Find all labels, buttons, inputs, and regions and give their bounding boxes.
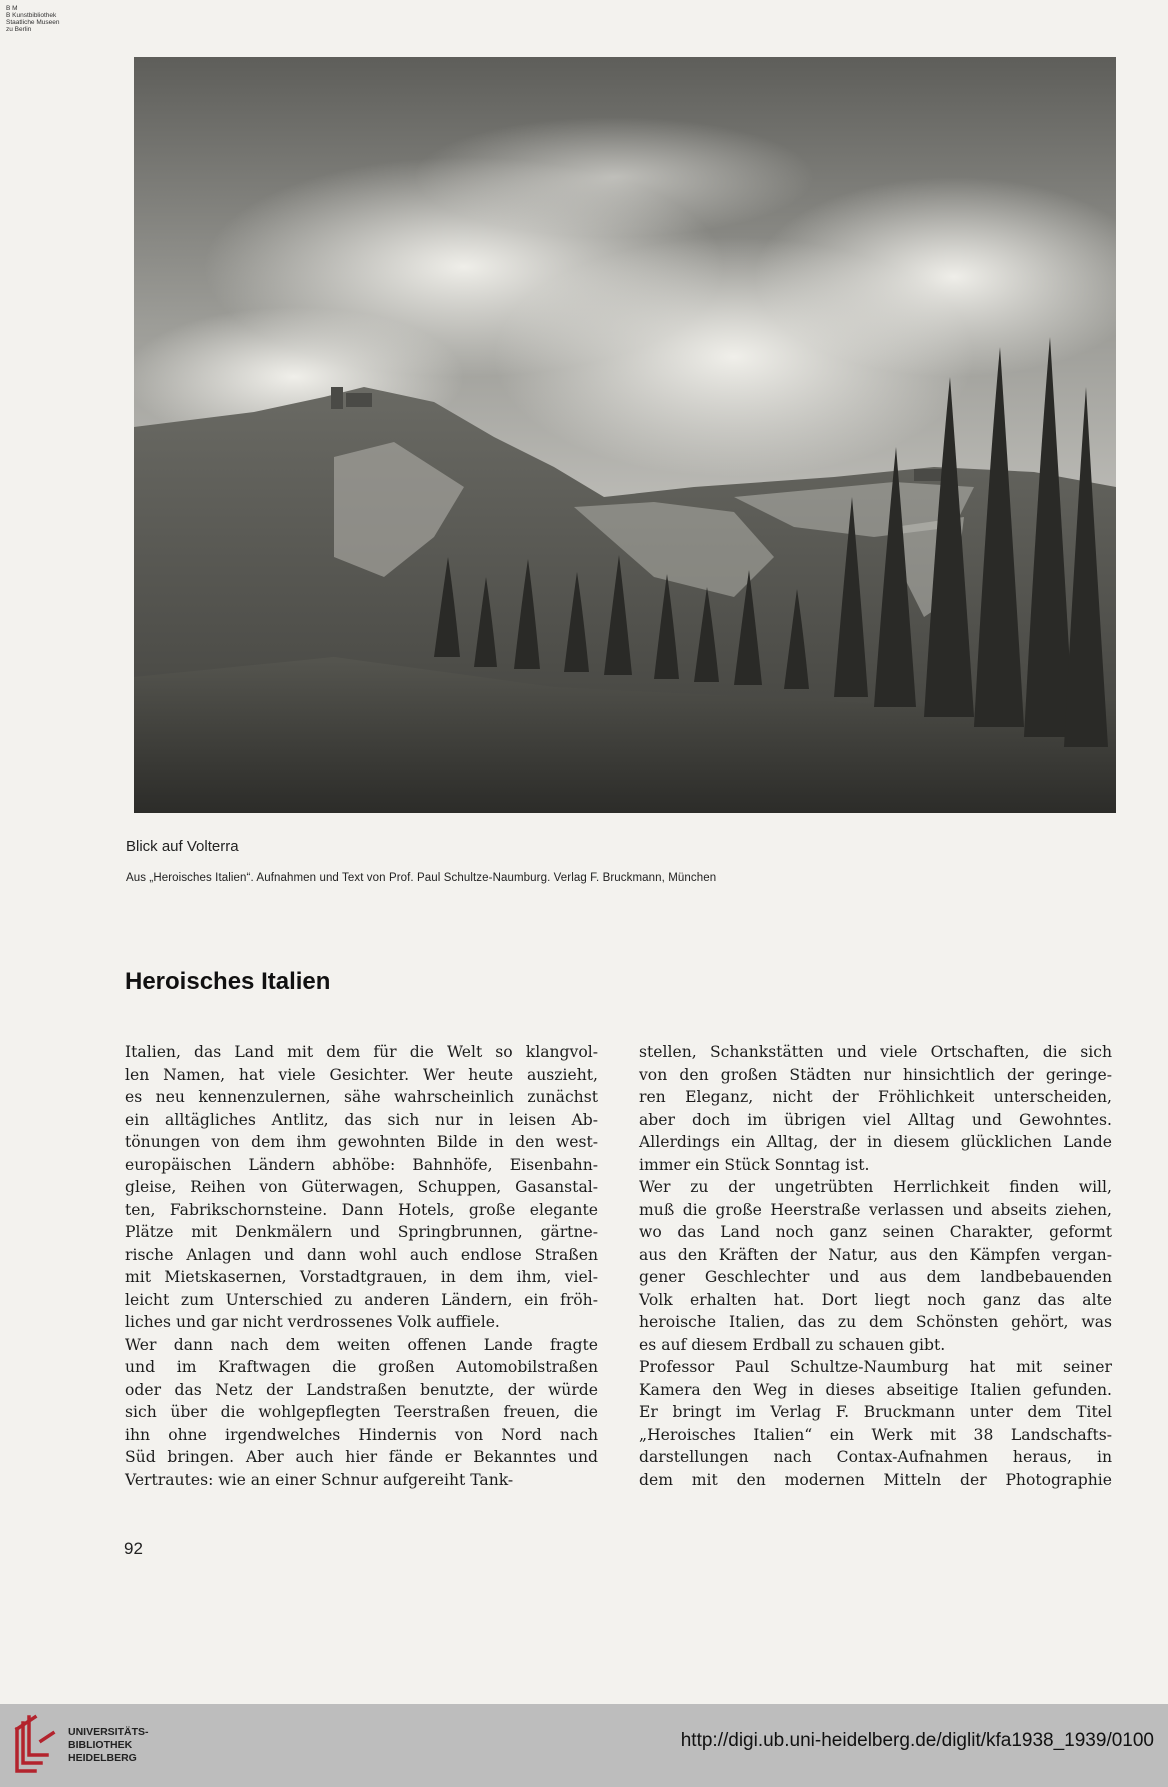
library-stamp	[6, 5, 59, 33]
source-url-link[interactable]: http://digi.ub.uni-heidelberg.de/diglit/kfa1938_1939/0100	[680, 1730, 1154, 1751]
article-text-line: darstellungen nach Contax-Aufnahmen heraus, in	[639, 1448, 1112, 1466]
library-logo-icon	[13, 1711, 57, 1775]
article-text-line: wo das Land noch ganz seinen Charakter, geformt	[639, 1223, 1112, 1241]
article-text-line: europäischen Ländern abhöbe: Bahnhöfe, Eisenbahn-	[125, 1155, 598, 1174]
article-text-line: Vertrautes: wie an einer Schnur aufgereiht Tank-	[125, 1470, 514, 1489]
article-text-line: muß die große Heerstraße verlassen und abseits ziehen,	[639, 1200, 1112, 1219]
article-text-line: Italien, das Land mit dem für die Welt so klangvol-	[125, 1043, 598, 1061]
article-text-line: mit Mietskasernen, Vorstadtgrauen, in dem ihm, viel-	[125, 1268, 598, 1286]
article-text-line: ten, Fabrikschornsteine. Dann Hotels, große elegante	[125, 1200, 598, 1219]
article-column-left	[125, 1041, 598, 1491]
library-name-line: HEIDELBERG	[68, 1752, 137, 1764]
stamp-line: B Kunstbibliothek	[6, 12, 57, 19]
stamp-line: Staatliche Museen	[6, 19, 60, 26]
article-text-line: sich über die wohlgepflegten Teerstraßen freuen, die	[125, 1403, 598, 1421]
library-name-line: UNIVERSITÄTS-	[68, 1726, 149, 1738]
page-number: 92	[124, 1539, 143, 1558]
article-text-line: leicht zum Unterschied zu anderen Ländern, ein fröh-	[125, 1290, 598, 1309]
article-text-line: liches und gar nicht verdrossenes Volk auffiele.	[125, 1313, 500, 1331]
article-text-line: Volk erhalten hat. Dort liegt noch ganz das alte	[639, 1290, 1112, 1309]
article-text-line: len Namen, hat viele Gesichter. Wer heute auszieht,	[125, 1065, 598, 1084]
article-text-line: Er bringt im Verlag F. Bruckmann unter dem Titel	[639, 1403, 1112, 1421]
volterra-photograph	[134, 57, 1116, 813]
footer-bar	[0, 1704, 1168, 1787]
article-text-line: oder das Netz der Landstraßen benutzte, der würde	[125, 1380, 598, 1399]
article-text-line: es auf diesem Erdball zu schauen gibt.	[639, 1335, 946, 1354]
photo-caption: Blick auf Volterra	[126, 838, 239, 855]
library-name-line: BIBLIOTHEK	[68, 1739, 133, 1751]
article-text-line: dem mit den modernen Mitteln der Photographie	[639, 1470, 1112, 1489]
stamp-line: B M	[6, 5, 18, 12]
article-text-line: Wer dann nach dem weiten offenen Lande fragte	[125, 1335, 598, 1354]
article-text-line: Professor Paul Schultze-Naumburg hat mit seiner	[639, 1358, 1112, 1376]
article-text-line: „Heroisches Italien“ ein Werk mit 38 Landschafts-	[639, 1425, 1112, 1444]
article-text-line: immer ein Stück Sonntag ist.	[639, 1155, 870, 1174]
article-column-right	[639, 1041, 1112, 1491]
article-text-line: Plätze mit Denkmälern und Springbrunnen, gärtne-	[125, 1223, 598, 1241]
article-text-line: ren Eleganz, nicht der Fröhlichkeit unterscheiden,	[639, 1088, 1112, 1106]
photo-credit: Aus „Heroisches Italien“. Aufnahmen und Text von Prof. Paul Schultze-Naumburg. Verlag F. Bruckmann, München	[126, 872, 717, 884]
article-text-line: heroische Italien, das zu dem Schönsten gehört, was	[639, 1313, 1112, 1331]
article-text-line: ihn ohne irgendwelches Hindernis von Nord nach	[125, 1425, 598, 1444]
article-text-line: Wer zu der ungetrübten Herrlichkeit finden will,	[639, 1178, 1112, 1196]
article-text-line: Allerdings ein Alltag, der in diesem glücklichen Lande	[639, 1133, 1112, 1151]
article-text-line: stellen, Schankstätten und viele Ortschaften, die sich	[639, 1043, 1112, 1061]
article-text-line: Kamera den Weg in dieses abseitige Italien gefunden.	[639, 1380, 1112, 1399]
article-heading: Heroisches Italien	[125, 968, 331, 995]
library-name	[68, 1726, 149, 1765]
article-text-line: gener Geschlechter und aus dem landbebauenden	[639, 1268, 1112, 1286]
article-text-line: ein alltägliches Antlitz, das sich nur in leisen Ab-	[125, 1110, 598, 1129]
article-text-line: rische Anlagen und dann wohl auch endlose Straßen	[125, 1245, 598, 1264]
article-text-line: und im Kraftwagen die großen Automobilstraßen	[125, 1358, 598, 1376]
article-text-line: Süd bringen. Aber auch hier fände er Bekanntes und	[125, 1448, 598, 1466]
article-text-line: aus den Kräften der Natur, aus den Kämpfen vergan-	[639, 1245, 1112, 1264]
landscape-illustration	[134, 57, 1116, 813]
article-text-line: gleise, Reihen von Güterwagen, Schuppen, Gasanstal-	[125, 1178, 598, 1196]
stamp-line: zu Berlin	[6, 26, 32, 33]
article-text-line: aber doch im übrigen viel Alltag und Gewohntes.	[639, 1110, 1112, 1129]
article-text-line: tönungen von dem ihm gewohnten Bilde in den west-	[125, 1133, 598, 1151]
article-text-line: von den großen Städten nur hinsichtlich der geringe-	[639, 1065, 1112, 1084]
article-text-line: es neu kennenzulernen, sähe wahrscheinlich zunächst	[125, 1088, 598, 1106]
